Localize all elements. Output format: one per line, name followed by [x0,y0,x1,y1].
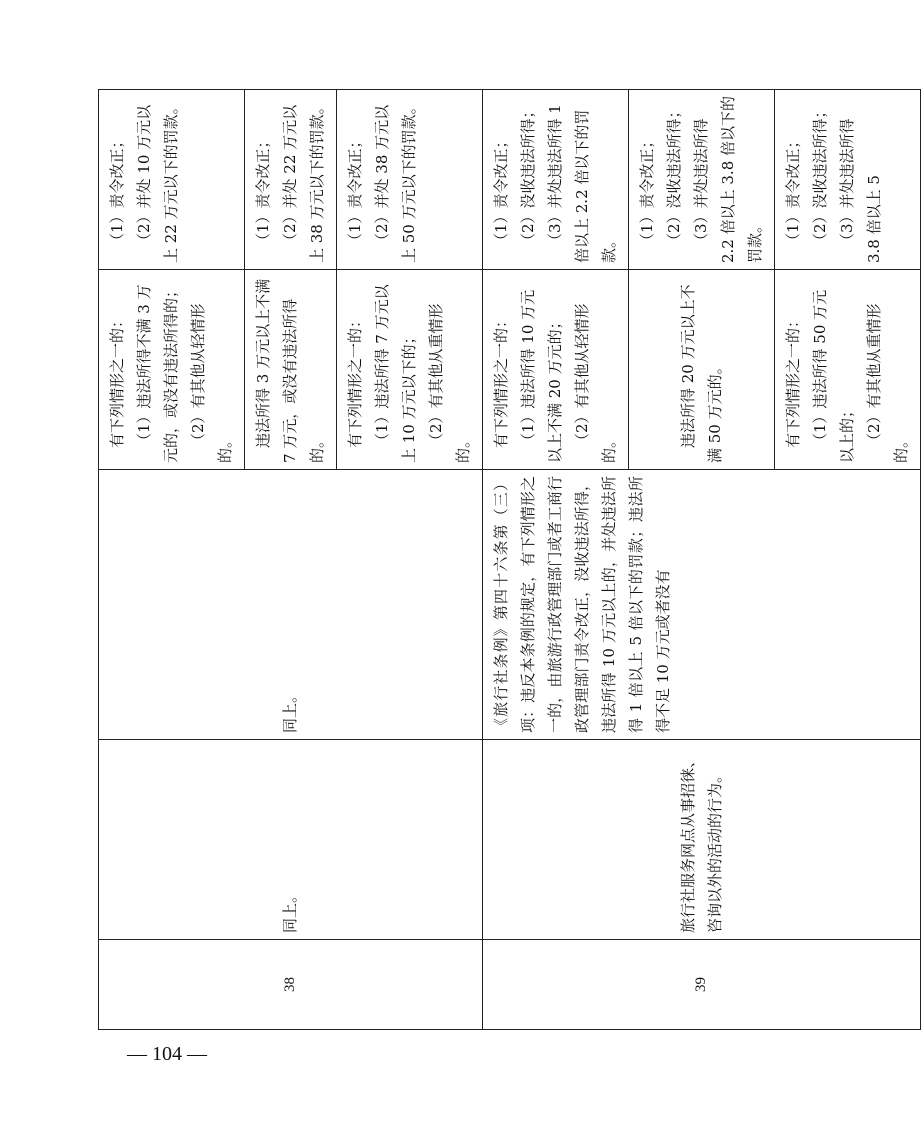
circumstance-line: 有下列情形之一的： [346,312,364,448]
penalty-line: （2）没收违法所得； [811,103,829,248]
row-number-cell: 38 [99,940,483,1030]
penalty-line: （3）并处违法所得 1 倍以上 2.2 倍以下的罚款。 [546,104,618,263]
penalty-cell [775,90,921,270]
circumstance-line: （1）违法所得不满 3 万元的，或没有违法所得的； [135,282,180,463]
penalty-line: （2）没收违法所得； [665,103,683,248]
penalty-line: （3）并处违法所得 3.8 倍以上 5 [838,118,883,263]
penalty-cell [99,90,245,270]
circumstance-cell [337,270,483,470]
penalty-line: （2）并处 38 万元以上 50 万元以下的罚款。 [373,99,418,263]
penalty-standards-table [98,89,921,1030]
circumstance-line: （2）有其他从轻情形的。 [189,303,234,463]
circumstance-cell [629,270,775,470]
circumstance-line: （2）有其他从轻情形的。 [573,303,618,463]
rotated-page-frame [98,90,910,1030]
page-number: — 104 — [127,1043,207,1065]
penalty-line: （1）责令改正； [492,133,510,248]
circumstance-line: （2）有其他从重情形的。 [427,303,472,463]
circumstance-line: 违法所得 20 万元以上不满 50 万元的。 [678,284,724,463]
circumstance-cell [245,270,337,470]
circumstance-line: （2）有其他从重情形的。 [865,303,910,463]
penalty-line: （1）责令改正； [784,133,802,248]
penalty-line: （1）责令改正； [346,133,364,248]
table-row-38 [99,90,245,1030]
row-number-cell: 39 [483,940,921,1030]
penalty-line: （2）没收违法所得； [519,103,537,248]
circumstance-line: （1）违法所得 50 万元以上的； [811,289,856,463]
rotated-table-wrapper [98,90,910,1030]
circumstance-line: 有下列情形之一的： [784,312,802,448]
penalty-line: （1）责令改正； [638,133,656,248]
penalty-line: （1）责令改正； [254,133,272,248]
circumstance-line: （1）违法所得 10 万元以上不满 20 万元的； [519,289,564,463]
penalty-cell [337,90,483,270]
circumstance-line: 违法所得 3 万元以上不满 7 万元，或没有违法所得的。 [254,278,326,463]
penalty-cell [629,90,775,270]
penalty-line: （1）责令改正； [108,133,126,248]
legal-basis-cell: 《旅行社条例》第四十六条第（三）项：违反本条例的规定，有下列情形之一的，由旅游行政管理部门或者工商行政管理部门责令改正，没收违法所得，违法所得 10 万元以上的，并处违法所得 1 倍以上 5 倍以下的罚款；违法所得不足 10 万元或者没有 [483,470,921,740]
penalty-cell [245,90,337,270]
circumstance-line: 有下列情形之一的： [108,312,126,448]
circumstance-cell [483,270,629,470]
violation-item-cell: 旅行社服务网点从事招徕、咨询以外的活动的行为。 [483,740,921,940]
circumstance-cell [775,270,921,470]
circumstance-line: 有下列情形之一的： [492,312,510,448]
penalty-line: （2）并处 10 万元以上 22 万元以下的罚款。 [135,99,180,263]
penalty-line: （3）并处违法所得 2.2 倍以上 3.8 倍以下的罚款。 [692,95,764,263]
circumstance-line: （1）违法所得 7 万元以上 10 万元以下的； [373,284,418,463]
circumstance-cell [99,270,245,470]
table-row-39 [483,90,629,1030]
penalty-line: （2）并处 22 万元以上 38 万元以下的罚款。 [281,99,326,263]
penalty-cell [483,90,629,270]
violation-item-cell: 同上。 [99,740,483,940]
legal-basis-cell: 同上。 [99,470,483,740]
